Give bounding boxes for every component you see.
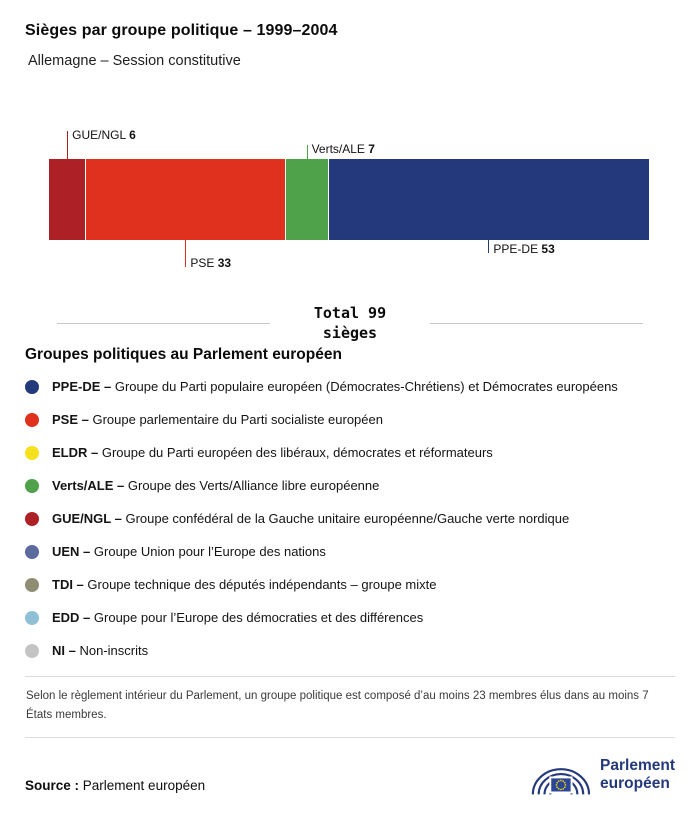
legend-label: PPE-DE – Groupe du Parti populaire européen (Démocrates-Chrétiens) et Démocrates européens: [52, 378, 618, 394]
legend-label: NI – Non-inscrits: [52, 642, 149, 658]
segment-label-value: 7: [368, 142, 375, 156]
legend-label: GUE/NGL – Groupe confédéral de la Gauche unitaire européenne/Gauche verte nordique: [52, 510, 570, 526]
segment-label-name: GUE/NGL: [72, 128, 130, 142]
total-line2: sièges: [322, 323, 378, 342]
source-line: [25, 778, 205, 793]
chart-area: [49, 128, 649, 270]
legend-dot-gue-ngl: [25, 512, 39, 526]
segment-label-name: PPE-DE: [493, 242, 542, 256]
stacked-bar: [49, 159, 649, 240]
legend-item-eldr: [25, 445, 675, 461]
legend-item-pse: [25, 412, 675, 428]
legend-dot-tdi: [25, 578, 39, 592]
footer-row: [25, 748, 675, 800]
legend-item-edd: [25, 610, 675, 626]
segment-label-verts-ale: [307, 142, 375, 159]
bar-segment-pse[interactable]: [86, 159, 286, 240]
source-label: Source :: [25, 777, 80, 793]
footnote-divider-bottom: [25, 737, 675, 738]
segment-label-value: 6: [129, 128, 136, 142]
legend-dot-uen: [25, 545, 39, 559]
legend-label: Verts/ALE – Groupe des Verts/Alliance libre européenne: [52, 477, 380, 493]
legend-dot-ni: [25, 644, 39, 658]
legend-list: [25, 379, 675, 659]
bar-segment-verts-ale[interactable]: [286, 159, 329, 240]
legend-label: PSE – Groupe parlementaire du Parti socialiste européen: [52, 411, 383, 427]
legend-dot-verts-ale: [25, 479, 39, 493]
bar-segment-ppe-de[interactable]: [329, 159, 649, 240]
total-line1: Total 99: [313, 304, 387, 322]
legend-item-uen: [25, 544, 675, 560]
ep-logo-line1: Parlement: [600, 756, 675, 774]
ep-logo-text: [600, 757, 675, 793]
legend-dot-pse: [25, 413, 39, 427]
legend-item-tdi: [25, 577, 675, 593]
footnote: Selon le règlement intérieur du Parlement, un groupe politique est composé d’au moins 23 membres élus dans au moins 7 États membres.: [26, 689, 649, 722]
total-row: [57, 304, 643, 344]
legend-item-verts-ale: [25, 478, 675, 494]
total-divider-right: [430, 323, 643, 324]
legend-item-gue-ngl: [25, 511, 675, 527]
bar-segment-gue-ngl[interactable]: [49, 159, 86, 240]
segment-label-name: Verts/ALE: [311, 142, 369, 156]
legend-dot-eldr: [25, 446, 39, 460]
legend-label: UEN – Groupe Union pour l’Europe des nations: [52, 543, 326, 559]
ep-hemicycle-icon: [528, 752, 590, 798]
legend-dot-edd: [25, 611, 39, 625]
segment-label-value: 53: [541, 242, 555, 256]
segment-label-value: 33: [217, 256, 232, 270]
segment-label-gue-ngl: [67, 128, 136, 159]
seats-chart: [49, 129, 649, 270]
legend-item-ni: [25, 643, 675, 659]
segment-label-ppe-de: [488, 240, 555, 256]
page-subtitle: Allemagne – Session constitutive: [28, 53, 241, 69]
page-title: Sièges par groupe politique – 1999–2004: [25, 22, 338, 39]
segment-label-name: PSE: [190, 256, 218, 270]
legend-label: EDD – Groupe pour l’Europe des démocraties et des différences: [52, 609, 424, 625]
legend-heading: Groupes politiques au Parlement européen: [25, 345, 342, 363]
segment-label-pse: [185, 240, 232, 270]
total-seats: [270, 304, 430, 344]
legend-item-ppe-de: [25, 379, 675, 395]
source-text: Parlement européen: [82, 777, 206, 793]
legend-label: TDI – Groupe technique des députés indépendants – groupe mixte: [52, 576, 437, 592]
ep-logo-line2: européen: [600, 774, 670, 792]
ep-logo: [528, 752, 675, 798]
total-divider-left: [57, 323, 270, 324]
legend-dot-ppe-de: [25, 380, 39, 394]
legend-label: ELDR – Groupe du Parti européen des libéraux, démocrates et réformateurs: [52, 444, 493, 460]
